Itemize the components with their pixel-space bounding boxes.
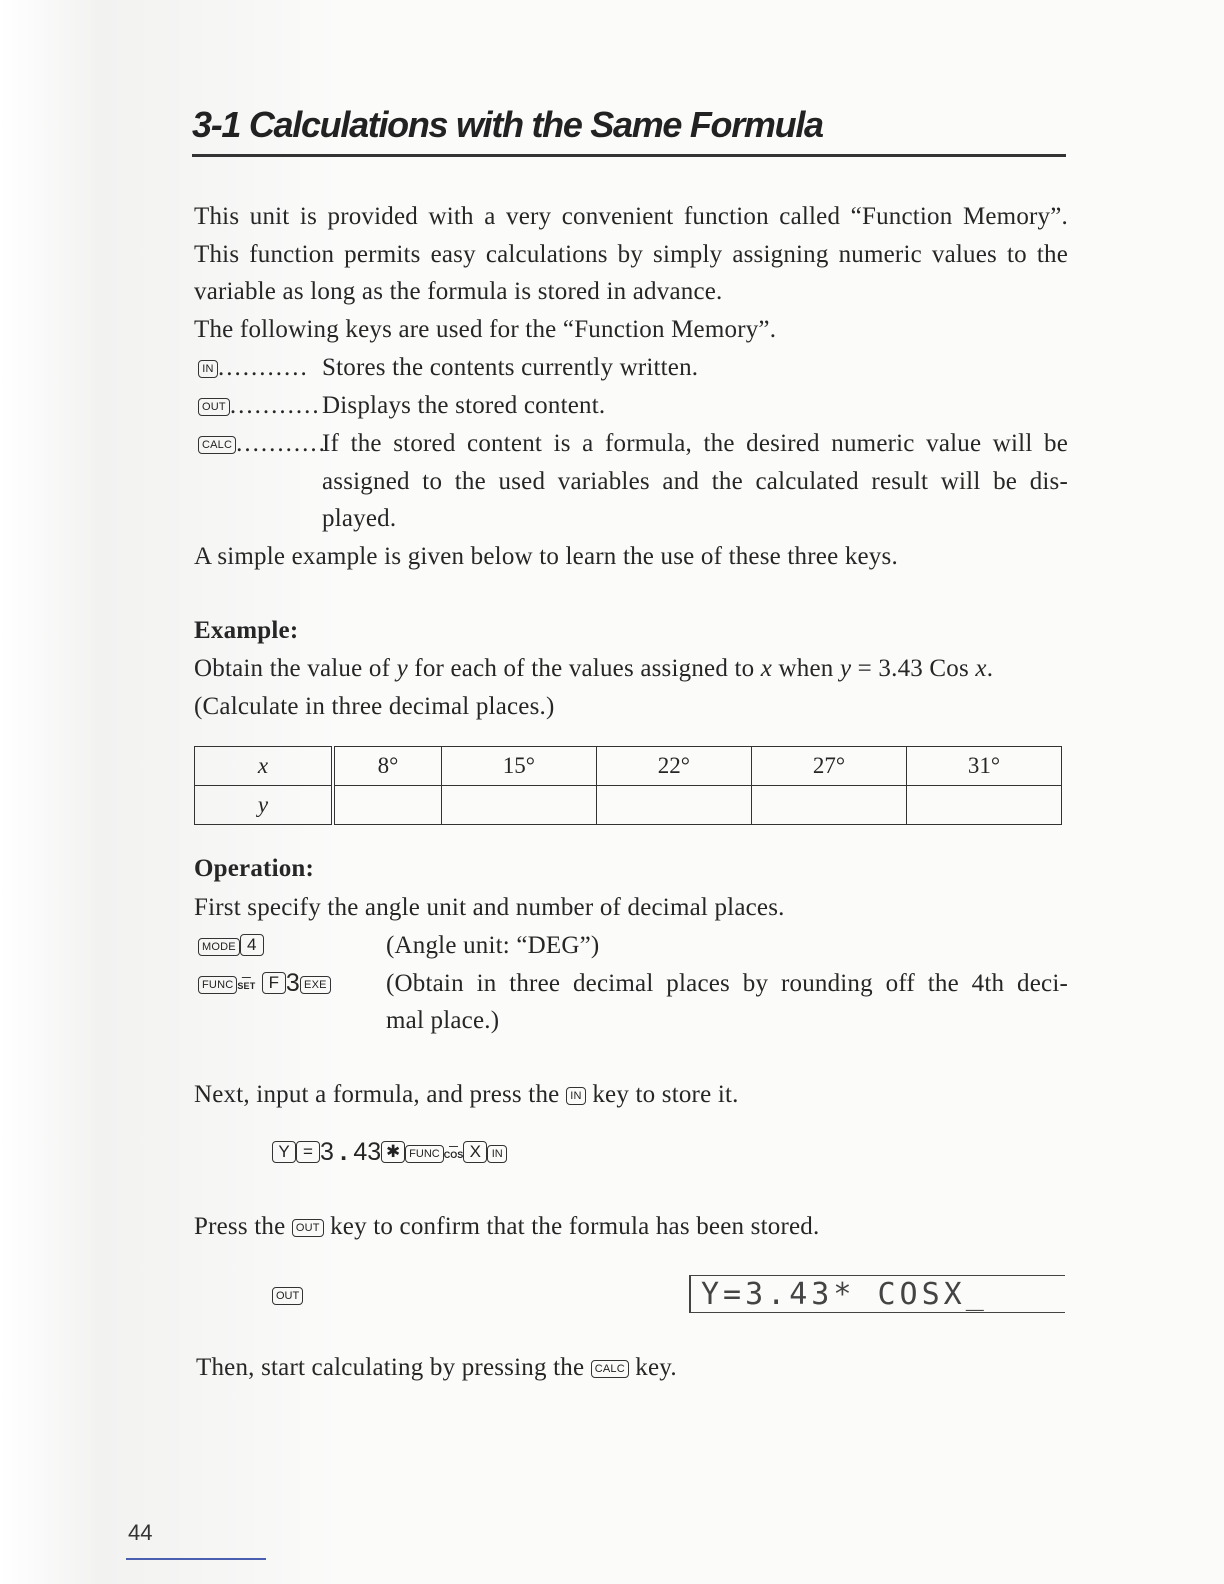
- table-cell: [441, 786, 596, 825]
- example-heading: Example:: [194, 617, 299, 644]
- confirm-key: [272, 1281, 303, 1309]
- text: key to confirm that the formula has been stored.: [323, 1213, 820, 1240]
- table-cell: 27°: [751, 747, 906, 786]
- keys-intro: The following keys are used for the “Function Memory”.: [194, 316, 777, 343]
- set-shift-icon: — SET: [237, 972, 256, 991]
- page-number: 44: [128, 1520, 153, 1545]
- example-text: for each of the values assigned to: [407, 655, 761, 682]
- key-def-in: [198, 349, 309, 387]
- var-y: y: [396, 655, 408, 682]
- table-cell: 15°: [441, 747, 596, 786]
- step2-note-line2: mal place.): [386, 1007, 500, 1034]
- table-cell: 8°: [333, 747, 441, 786]
- y-key-icon: Y: [272, 1141, 296, 1163]
- step1-keys: [198, 927, 264, 965]
- text: Then, start calculating by pressing the: [196, 1354, 591, 1381]
- table-cell: [596, 786, 751, 825]
- mode-key-icon: MODE: [198, 938, 240, 956]
- step1-note: (Angle unit: “DEG”): [386, 932, 600, 959]
- table-cell: [333, 786, 441, 825]
- text: Press the: [194, 1213, 292, 1240]
- table-header-y: y: [195, 786, 334, 825]
- out-key-icon: OUT: [292, 1219, 324, 1237]
- page-number-rule: [126, 1558, 266, 1560]
- leader-dots: ...........: [229, 392, 321, 419]
- text: key to store it.: [585, 1081, 739, 1108]
- example-line2: (Calculate in three decimal places.): [194, 693, 555, 720]
- func-key-icon: FUNC: [405, 1145, 444, 1163]
- out-key-icon: OUT: [198, 398, 230, 416]
- key-def-calc-desc-line2: assigned to the used variables and the calculated result will be dis-: [322, 468, 1068, 495]
- key-4-icon: 4: [240, 934, 264, 956]
- var-y: y: [839, 655, 852, 682]
- f-key-icon: F: [262, 972, 286, 994]
- equals-key-icon: =: [296, 1141, 320, 1163]
- lcd-display: Y=3.43* COSX_: [689, 1275, 1065, 1313]
- digits-43: 43: [353, 1138, 382, 1166]
- confirm-instruction: [194, 1208, 819, 1246]
- digit-3: 3: [285, 969, 301, 997]
- table-cell: [751, 786, 906, 825]
- out-key-icon: OUT: [272, 1287, 303, 1305]
- table-cell: [906, 786, 1061, 825]
- calc-key-icon: CALC: [198, 436, 236, 454]
- cos-shift-icon: — COS: [443, 1141, 464, 1160]
- func-key-icon: FUNC: [198, 976, 237, 994]
- var-x: x: [975, 655, 987, 682]
- leader-dots: ...........: [218, 354, 309, 381]
- calc-key-icon: CALC: [591, 1360, 629, 1378]
- leader-dots: ...........: [236, 430, 327, 457]
- table-header-x: x: [195, 747, 334, 786]
- step2-keys: [198, 965, 331, 1003]
- in-key-icon: IN: [566, 1087, 586, 1105]
- text: Next, input a formula, and press the: [194, 1081, 566, 1108]
- key-def-calc-desc-line3: played.: [322, 505, 397, 532]
- formula-instruction: [194, 1076, 739, 1114]
- example-text: Obtain the value of: [194, 655, 397, 682]
- operation-line1: First specify the angle unit and number of decimal places.: [194, 894, 785, 921]
- exe-key-icon: EXE: [300, 976, 331, 994]
- in-key-icon: IN: [487, 1145, 507, 1163]
- key-def-calc-desc-line1: If the stored content is a formula, the desired numeric value will be: [322, 430, 1068, 457]
- table-cell: 22°: [596, 747, 751, 786]
- calc-instruction: [196, 1349, 677, 1387]
- title-underline: [192, 154, 1066, 157]
- in-key-icon: IN: [198, 360, 218, 378]
- key-def-out: [198, 387, 321, 425]
- example-intro: A simple example is given below to learn the use of these three keys.: [194, 543, 898, 570]
- intro-paragraph: This unit is provided with a very convenient function called “Function Memory”. This function permits easy calculations by simply assigning numeric values to the variable as long as the formula is stored in advance.: [194, 203, 1068, 306]
- step2-note-line1: (Obtain in three decimal places by rounding off the 4th deci-: [386, 970, 1068, 997]
- section-title: 3-1 Calculations with the Same Formula: [192, 104, 823, 145]
- example-text: .: [986, 655, 994, 682]
- formula-key-sequence: [272, 1138, 507, 1167]
- key-def-in-desc: Stores the contents currently written.: [322, 354, 699, 381]
- table-cell: 31°: [906, 747, 1061, 786]
- example-text: when: [772, 655, 840, 682]
- example-text: = 3.43 Cos: [851, 655, 976, 682]
- values-table: [194, 746, 1062, 825]
- var-x: x: [760, 655, 773, 682]
- text: key.: [628, 1354, 677, 1381]
- x-key-icon: X: [463, 1141, 487, 1163]
- example-line1: [194, 650, 993, 688]
- multiply-key-icon: ✱: [381, 1141, 405, 1163]
- table-row: [195, 786, 1062, 825]
- key-def-calc: [198, 425, 327, 463]
- digit-3: 3: [320, 1138, 334, 1166]
- operation-heading: Operation:: [194, 855, 315, 882]
- decimal-point: .: [340, 1138, 348, 1166]
- table-row: [195, 747, 1062, 786]
- key-def-out-desc: Displays the stored content.: [322, 392, 606, 419]
